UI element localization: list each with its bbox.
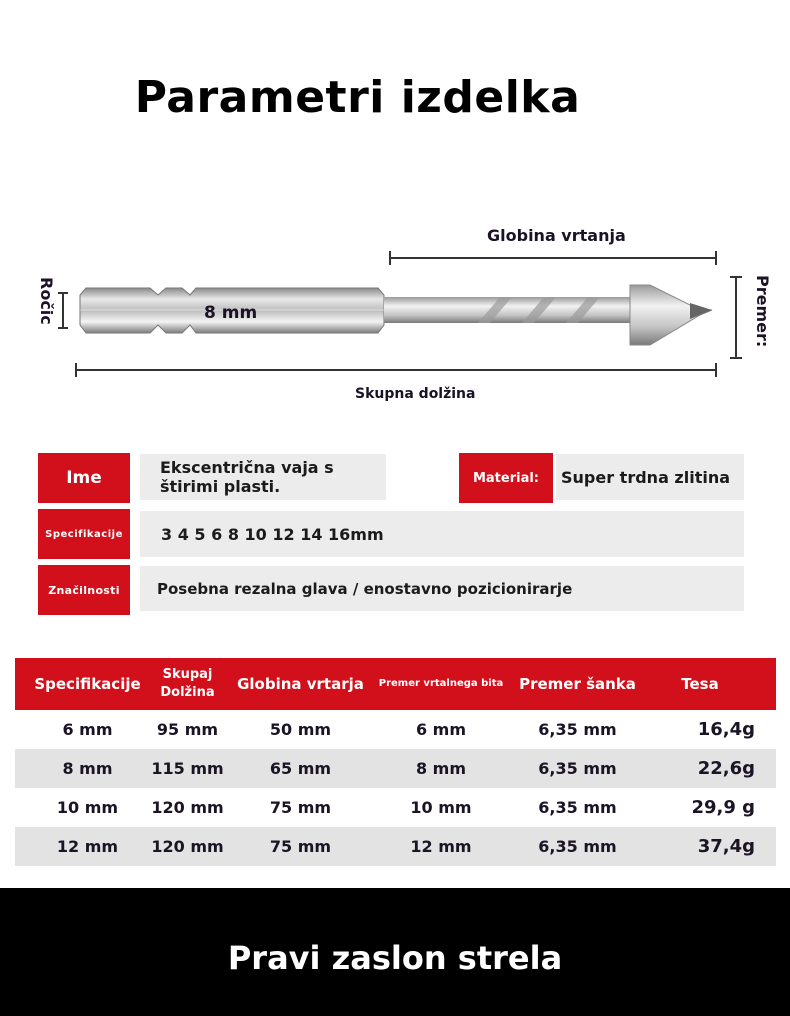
table-cell: 75 mm (269, 798, 332, 817)
features-label: Značilnosti (38, 565, 130, 615)
table-cell: 6 mm (62, 720, 113, 739)
handle-label: Ročic (37, 277, 56, 325)
table-cell: 29,9 g (691, 797, 755, 818)
spec-value: 3 4 5 6 8 10 12 14 16mm (140, 511, 744, 557)
table-cell: 75 mm (269, 837, 332, 856)
name-value (140, 454, 386, 500)
table-cell: 6,35 mm (538, 798, 617, 817)
diameter-label: Premer: (753, 275, 772, 348)
table-cell: 6,35 mm (538, 759, 617, 778)
table-row (15, 749, 776, 788)
table-cell: 120 mm (151, 837, 224, 856)
name-label: Ime (38, 453, 130, 503)
table-header: Premer šanka (519, 675, 636, 693)
page-title: Parametri izdelka (134, 72, 581, 123)
handle-dimension-line (58, 293, 68, 328)
table-cell: 6 mm (415, 720, 467, 739)
table-cell: 6,35 mm (538, 837, 617, 856)
depth-label: Globina vrtanja (487, 226, 626, 245)
footer-title: Pravi zaslon strela (227, 939, 563, 977)
table-cell: 120 mm (151, 798, 224, 817)
material-value: Super trdna zlitina (556, 454, 744, 500)
table-cell: 95 mm (156, 720, 219, 739)
table-header: Skupaj Dolžina (160, 667, 215, 700)
table-row (15, 788, 776, 827)
table-cell: 8 mm (62, 759, 113, 778)
table-cell: 16,4g (697, 719, 755, 740)
table-cell: 10 mm (410, 798, 472, 817)
depth-dimension-line (390, 251, 716, 265)
table-cell: 50 mm (269, 720, 332, 739)
table-cell: 65 mm (269, 759, 332, 778)
table-cell: 37,4g (697, 836, 755, 857)
footer-banner (0, 888, 790, 1016)
cutting-head (630, 285, 712, 345)
drill-bit-diagram (0, 215, 790, 415)
material-label: Material: (459, 453, 553, 503)
shank-size-label: 8 mm (204, 303, 258, 323)
table-header: Premer vrtalnega bita (378, 678, 504, 689)
name-value-line1: Ekscentrična vaja s (160, 458, 334, 477)
total-length-dimension-line (76, 363, 716, 377)
table-cell: 12 mm (56, 837, 119, 856)
spec-table (15, 658, 776, 866)
spec-label: Specifikacije (38, 509, 130, 559)
features-value: Posebna rezalna glava / enostavno pozicionirarje (140, 566, 744, 611)
name-value-line2: štirimi plasti. (160, 477, 281, 496)
table-cell: 6,35 mm (538, 720, 617, 739)
table-header: Tesa (681, 675, 719, 693)
table-header: Globina vrtarja (237, 675, 364, 693)
table-cell: 10 mm (56, 798, 119, 817)
drill-bit-illustration (0, 215, 790, 415)
table-header-row (15, 658, 776, 710)
table-row (15, 827, 776, 866)
table-cell: 8 mm (415, 759, 467, 778)
table-cell: 115 mm (151, 759, 224, 778)
table-row (15, 710, 776, 749)
table-cell: 22,6g (697, 758, 755, 779)
diameter-dimension-line (730, 277, 742, 358)
total-length-label: Skupna dolžina (355, 386, 476, 402)
table-header: Specifikacije (34, 675, 141, 693)
table-cell: 12 mm (410, 837, 472, 856)
